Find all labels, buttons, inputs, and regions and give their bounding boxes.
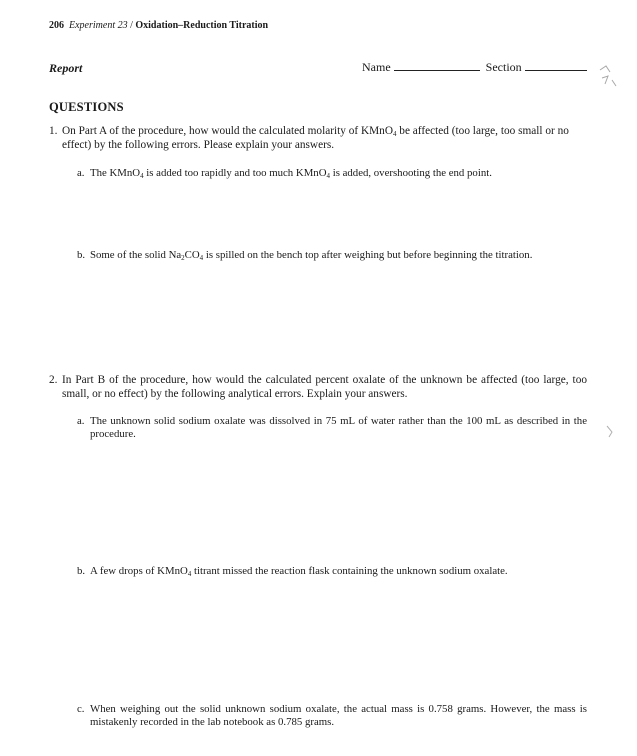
question-2c	[77, 703, 587, 729]
question-2a	[77, 415, 587, 441]
subscript-4: 4	[326, 172, 330, 180]
name-label: Name	[362, 60, 391, 74]
experiment-label: Experiment 23	[69, 20, 128, 31]
question-1a-letter: a.	[77, 167, 85, 179]
subscript-4: 4	[392, 130, 397, 138]
subscript-2: 2	[181, 254, 185, 262]
scan-smudge-mark	[596, 62, 622, 92]
question-1b-text-part: is spilled on the bench top after weighing but before beginning the titration.	[203, 249, 533, 261]
subscript-4: 4	[187, 570, 192, 578]
question-1-text-part: On Part A of the procedure, how would the calculated molarity of KMnO	[62, 125, 393, 137]
questions-heading: QUESTIONS	[49, 100, 124, 114]
question-1a-text-part: is added too rapidly and too much KMnO	[143, 167, 327, 179]
question-1a-text-part: The KMnO	[90, 167, 141, 179]
question-2b-text-part: A few drops of KMnO	[90, 565, 188, 577]
section-label: Section	[485, 60, 522, 74]
question-2	[49, 374, 587, 401]
question-1a-text	[90, 167, 587, 180]
subscript-4: 4	[199, 254, 204, 262]
question-2-text: In Part B of the procedure, how would the calculated percent oxalate of the unknown be affected (too large, too small, or no effect) by the following analytical errors. Explain your answers.	[62, 374, 587, 400]
question-1b-text	[90, 249, 587, 262]
question-1-text-part: be affected (too large, too small or no effect) by the following errors. Please explain your answers.	[62, 125, 569, 151]
section-input-line[interactable]	[525, 60, 587, 71]
question-1b-letter: b.	[77, 249, 86, 261]
question-1-text	[62, 125, 587, 152]
question-2b-text	[90, 565, 587, 578]
page-number: 206	[49, 20, 64, 31]
question-1-number: 1.	[49, 125, 58, 137]
subscript-4: 4	[140, 172, 144, 180]
scan-smudge-mark	[604, 422, 618, 440]
question-2b-letter: b.	[77, 565, 86, 577]
name-section-fields	[362, 60, 587, 75]
question-1b-text-part: CO	[184, 249, 200, 261]
experiment-title: Oxidation–Reduction Titration	[135, 20, 269, 31]
question-2b-text-part: titrant missed the reaction flask containing the unknown sodium oxalate.	[191, 565, 508, 577]
question-1	[49, 125, 587, 152]
page-header	[49, 20, 268, 31]
report-label: Report	[49, 61, 83, 75]
question-2-number: 2.	[49, 374, 58, 386]
question-2c-letter: c.	[77, 703, 85, 715]
question-1a	[77, 167, 587, 180]
question-1a-text-part: is added, overshooting the end point.	[330, 167, 492, 179]
question-2a-text: The unknown solid sodium oxalate was dissolved in 75 mL of water rather than the 100 mL as described in the procedure.	[90, 415, 587, 440]
header-separator: /	[130, 20, 133, 31]
question-1b	[77, 249, 587, 262]
question-2a-letter: a.	[77, 415, 85, 427]
name-input-line[interactable]	[394, 60, 480, 71]
question-2b	[77, 565, 587, 578]
question-1b-text-part: Some of the solid Na	[90, 249, 182, 261]
question-2c-text: When weighing out the solid unknown sodium oxalate, the actual mass is 0.758 grams. However, the mass is mistakenly recorded in the lab notebook as 0.785 grams.	[90, 703, 587, 728]
